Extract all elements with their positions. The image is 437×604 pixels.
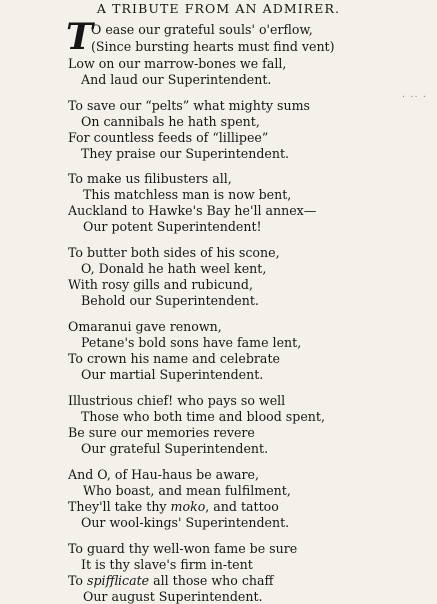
poem-line: Our potent Superintendent! [83, 219, 262, 234]
drop-cap: T [66, 16, 93, 58]
print-smudge: · ·· · [401, 92, 427, 103]
poem-line: To spifflicate all those who chaff [68, 573, 274, 588]
poem-line: They praise our Superintendent. [81, 146, 290, 161]
poem-line: O ease our grateful souls' o'erflow, [91, 22, 313, 37]
poem-line: Behold our Superintendent. [81, 293, 259, 308]
poem-line [68, 98, 310, 113]
poem-line: (Since bursting hearts must find vent) [91, 39, 335, 54]
poem-line: Who boast, and mean fulfilment, [83, 483, 291, 498]
line-text: To save our “pelts” what mighty sums [68, 98, 310, 113]
poem-line: They'll take thy moko, and tattoo [68, 499, 279, 514]
poem-line: To guard thy well-won fame be sure [68, 541, 298, 556]
poem-line: Petane's bold sons have fame lent, [81, 335, 302, 350]
poem-line: To butter both sides of his scone, [68, 245, 280, 260]
poem-line: Omaranui gave renown, [68, 319, 222, 334]
italic-word: moko [170, 499, 206, 514]
poem-title: A TRIBUTE FROM AN ADMIRER. [96, 1, 341, 16]
poem-line: To crown his name and celebrate [68, 351, 280, 366]
poem-line: Our wool-kings' Superintendent. [81, 515, 290, 530]
poem-line: On cannibals he hath spent, [81, 114, 260, 129]
poem-line: Our august Superintendent. [83, 589, 263, 604]
poem-line: Our martial Superintendent. [81, 367, 264, 382]
poem-line: Auckland to Hawke's Bay he'll annex— [68, 203, 317, 218]
poem-line: It is thy slave's firm in-tent [81, 557, 253, 572]
poem-line: To make us filibusters all, [68, 171, 232, 186]
poem-line: Those who both time and blood spent, [81, 409, 325, 424]
poem-line: And laud our Superintendent. [81, 72, 272, 87]
poem-line: O, Donald he hath weel kent, [81, 261, 267, 276]
poem-line: Be sure our memories revere [68, 425, 255, 440]
italic-word: spifflicate [87, 573, 150, 588]
poem-line: For countless feeds of “lillipee” [68, 130, 269, 145]
poem-line: Our grateful Superintendent. [81, 441, 269, 456]
poem-line: And O, of Hau-haus be aware, [68, 467, 259, 482]
poem-line: Low on our marrow-bones we fall, [68, 56, 287, 71]
poem-line: Illustrious chief! who pays so well [68, 393, 286, 408]
poem-line: This matchless man is now bent, [83, 187, 292, 202]
poem-line: With rosy gills and rubicund, [68, 277, 253, 292]
